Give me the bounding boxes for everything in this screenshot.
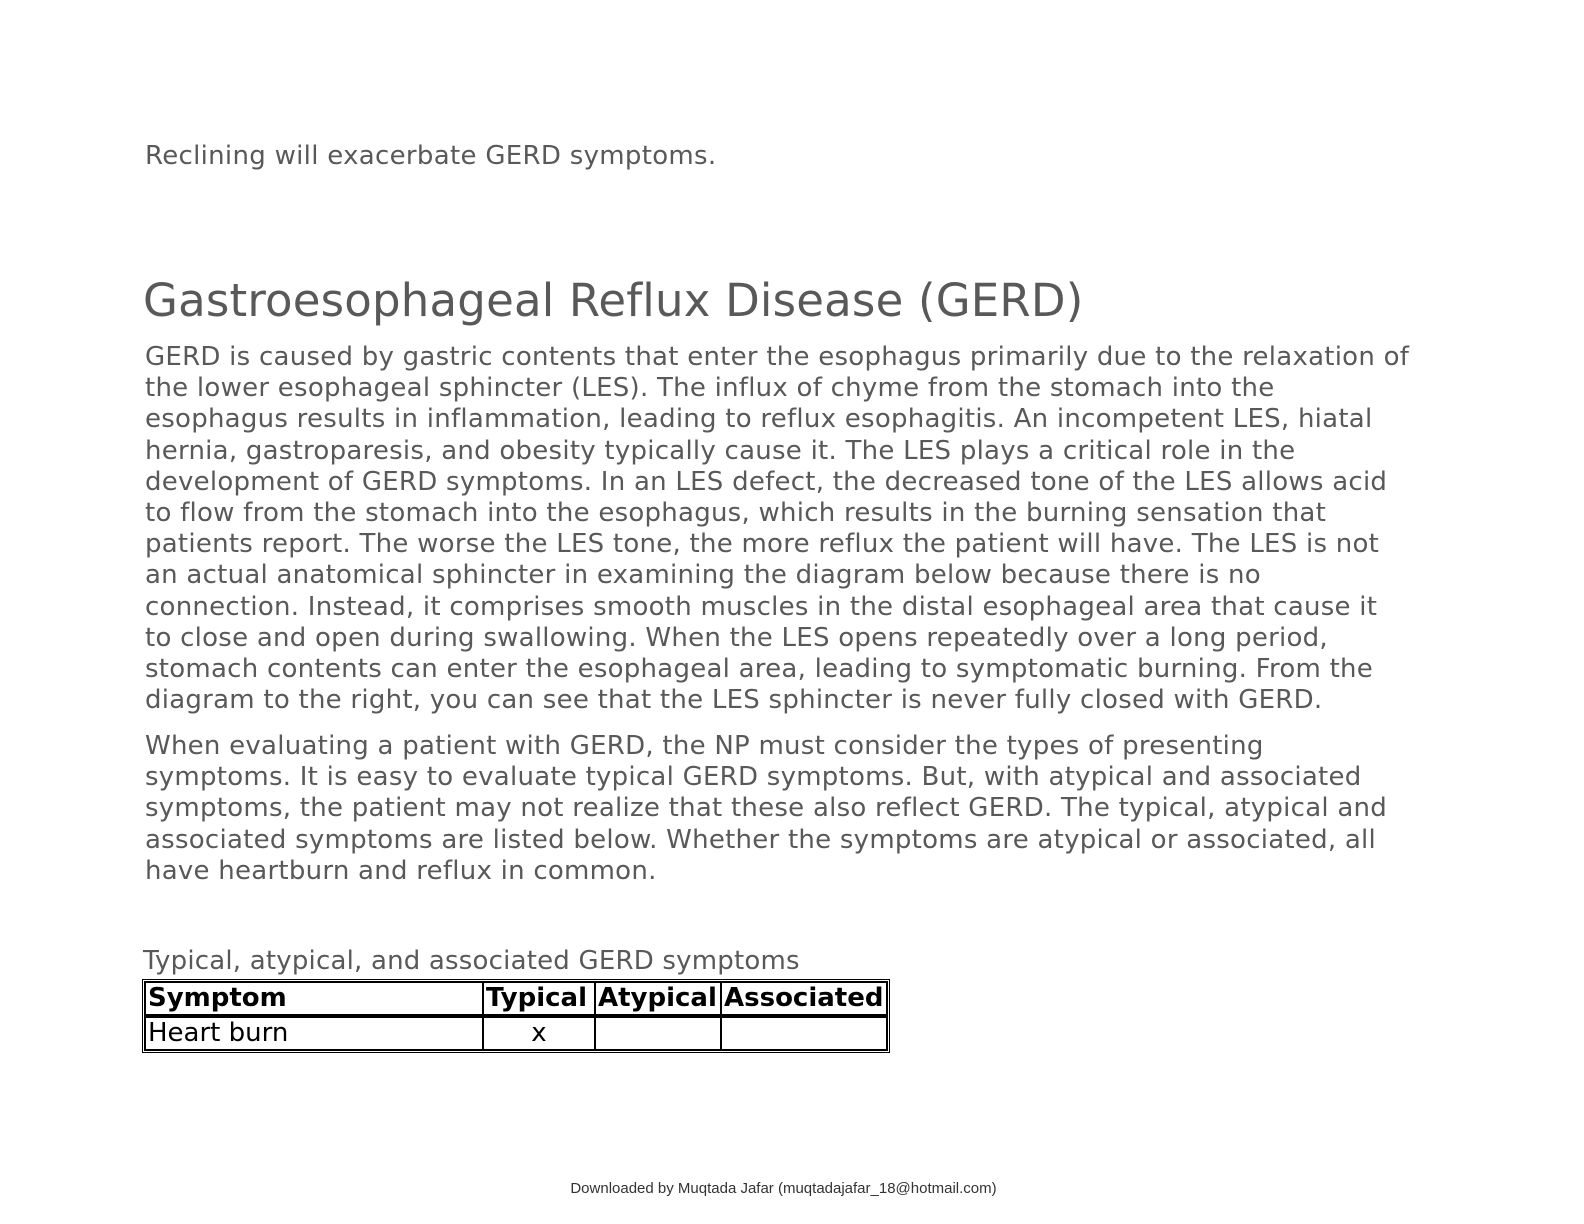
header-symptom: Symptom <box>145 982 483 1017</box>
cell-atypical <box>595 1017 721 1050</box>
table-row <box>145 1017 887 1050</box>
intro-text: Reclining will exacerbate GERD symptoms. <box>145 141 717 171</box>
paragraph-line: an actual anatomical sphincter in examining the diagram below because there is no <box>145 560 1261 591</box>
cell-symptom: Heart burn <box>145 1017 483 1050</box>
header-atypical: Atypical <box>595 982 721 1017</box>
paragraph-line: symptoms. It is easy to evaluate typical GERD symptoms. But, with atypical and associated <box>145 762 1362 793</box>
symptom-table <box>142 979 890 1053</box>
paragraph-line: connection. Instead, it comprises smooth muscles in the distal esophageal area that cause it <box>145 591 1378 622</box>
paragraph-line: development of GERD symptoms. In an LES defect, the decreased tone of the LES allows acid <box>145 466 1388 497</box>
table-caption: Typical, atypical, and associated GERD symptoms <box>143 946 800 976</box>
paragraph-line: esophagus results in inflammation, leading to reflux esophagitis. An incompetent LES, hiatal <box>145 404 1373 435</box>
paragraph-line: the lower esophageal sphincter (LES). The influx of chyme from the stomach into the <box>145 373 1275 404</box>
paragraph-line: diagram to the right, you can see that the LES sphincter is never fully closed with GERD. <box>145 685 1323 716</box>
cell-typical: x <box>483 1017 595 1050</box>
paragraph-line: patients report. The worse the LES tone, the more reflux the patient will have. The LES is not <box>145 529 1380 560</box>
paragraph-line: GERD is caused by gastric contents that enter the esophagus primarily due to the relaxation of <box>145 342 1410 372</box>
paragraph-line: to flow from the stomach into the esophagus, which results in the burning sensation that <box>145 498 1327 529</box>
header-associated: Associated <box>721 982 887 1017</box>
header-typical: Typical <box>483 982 595 1017</box>
paragraph-line: to close and open during swallowing. When the LES opens repeatedly over a long period, <box>145 622 1328 653</box>
table-header-row <box>145 982 887 1017</box>
cell-associated <box>721 1017 887 1050</box>
paragraph-line: When evaluating a patient with GERD, the NP must consider the types of presenting <box>145 731 1264 761</box>
paragraph-line: have heartburn and reflux in common. <box>145 855 657 886</box>
gerd-description-paragraph <box>145 342 1445 716</box>
paragraph-line: associated symptoms are listed below. Whether the symptoms are atypical or associated, all <box>145 824 1377 855</box>
section-title: Gastroesophageal Reflux Disease (GERD) <box>143 274 1084 327</box>
paragraph-line: symptoms, the patient may not realize that these also reflect GERD. The typical, atypical and <box>145 793 1388 824</box>
evaluation-paragraph <box>145 731 1445 887</box>
paragraph-line: stomach contents can enter the esophageal area, leading to symptomatic burning. From the <box>145 654 1373 685</box>
download-footer: Downloaded by Muqtada Jafar (muqtadajafar_18@hotmail.com) <box>570 1180 997 1197</box>
paragraph-line: hernia, gastroparesis, and obesity typically cause it. The LES plays a critical role in the <box>145 435 1296 466</box>
